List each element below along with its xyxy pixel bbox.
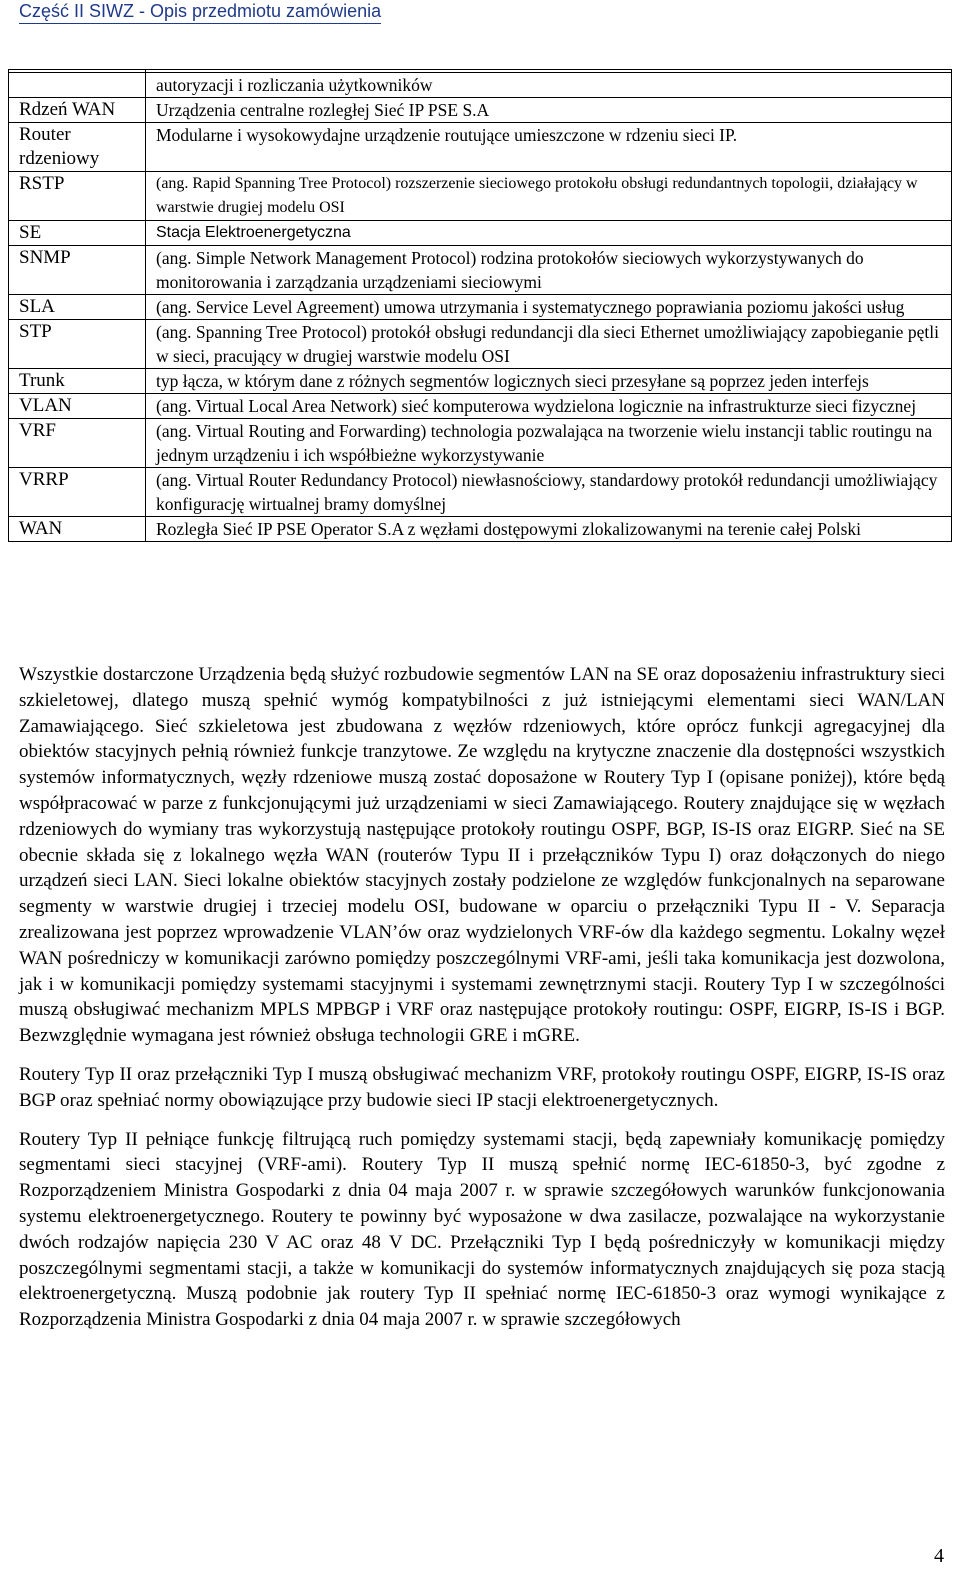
definition-cell: (ang. Service Level Agreement) umowa utrzymania i systematycznego poprawiania poziomu jakości usług — [146, 295, 952, 320]
table-row — [9, 172, 952, 221]
definition-cell: Urządzenia centralne rozległej Sieć IP PSE S.A — [146, 98, 952, 123]
paragraph: Wszystkie dostarczone Urządzenia będą służyć rozbudowie segmentów LAN na SE oraz doposażeniu infrastruktury sieci szkieletowej, dlatego muszą spełnić wymóg kompatybilności z już istniejącymi elementami sieci WAN/LAN Zamawiającego. Sieć szkieletowa jest zbudowana z węzłów rdzeniowych, które oprócz funkcji agregacyjnej dla obiektów stacyjnych pełnią również funkcje tranzytowe. Ze względu na krytyczne znaczenie dla dostępności wszystkich systemów informatycznych, węzły rdzeniowe muszą zostać doposażone w Routery Typ I (opisane poniżej), które będą współpracować w parze z funkcjonującymi już urządzeniami w sieci Zamawiającego. Routery znajdujące się w węzłach rdzeniowych do wymiany tras wykorzystują następujące protokoły routingu OSPF, BGP, IS-IS oraz EIGRP. Sieć na SE obecnie składa się z lokalnego węzła WAN (routerów Typu II i przełączników Typu I) oraz dołączonych do niego urządzeń sieci LAN. Sieci lokalne obiektów stacyjnych zostały podzielone ze względów funkcjonalnych na separowane segmenty w warstwie drugiej i trzeciej modelu OSI, budowane w oparciu o przełączniki Typu II - V. Separacja zrealizowana jest poprzez wprowadzenie VLAN’ów oraz wydzielonych VRF-ów dla każdego segmentu. Lokalny węzeł WAN pośredniczy w komunikacji zarówno pomiędzy poszczególnymi VRF-ami, jeśli taka komunikacja jest dozwolona, jak i w komunikacji pomiędzy systemami stacyjnymi i systemami zewnętrznymi stacji. Routery Typ I w szczególności muszą obsługiwać mechanizm MPLS MPBGP i VRF oraz następujące protokoły routingu: OSPF, EIGRP, IS-IS i BGP. Bezwzględnie wymagana jest również obsługa technologii GRE i mGRE. — [19, 664, 945, 1047]
page-header-title: Część II SIWZ - Opis przedmiotu zamówienia — [19, 0, 381, 24]
table-row — [9, 369, 952, 394]
body-text — [19, 662, 945, 1346]
term-cell: WAN — [9, 517, 146, 542]
term-cell: SNMP — [9, 246, 146, 295]
definition-cell: (ang. Virtual Router Redundancy Protocol) niewłasnościowy, standardowy protokół redundancji umożliwiający konfigurację wirtualnej bramy domyślnej — [146, 468, 952, 517]
table-row — [9, 394, 952, 419]
table-row — [9, 123, 952, 172]
paragraph: Routery Typ II pełniące funkcję filtrującą ruch pomiędzy systemami stacji, będą zapewniały komunikację pomiędzy segmentami sieci stacyjnej (VRF-ami). Routery Typ II muszą spełnić normę IEC-61850-3, być zgodne z Rozporządzeniem Ministra Gospodarki z dnia 04 maja 2007 r. w sprawie szczegółowych warunków funkcjonowania systemu elektroenergetycznego. Routery te powinny być wyposażone w dwa zasilacze, pozwalające na wykorzystanie dwóch rodzajów napięcia 230 V AC oraz 48 V DC. Przełączniki Typ I będą pośredniczyły w komunikacji między poszczególnymi segmentami stacji, a także w komunikacji do systemów informatycznych znajdujących się poza stacją elektroenergetyczną. Muszą podobnie jak routery Typ II spełniać normę IEC-61850-3 oraz wymogi wynikające z Rozporządzenia Ministra Gospodarki z dnia 04 maja 2007 r. w sprawie szczegółowych — [19, 1128, 945, 1331]
table-row — [9, 98, 952, 123]
table-row — [9, 295, 952, 320]
abbreviations-table — [8, 69, 952, 542]
definition-cell: Modularne i wysokowydajne urządzenie routujące umieszczone w rdzeniu sieci IP. — [146, 123, 952, 172]
term-cell: Trunk — [9, 369, 146, 394]
definition-cell: (ang. Spanning Tree Protocol) protokół obsługi redundancji dla sieci Ethernet umożliwiający zapobieganie pętli w sieci, pracujący w drugiej warstwie modelu OSI — [146, 320, 952, 369]
definition-cell: Stacja Elektroenergetyczna — [146, 221, 952, 246]
definition-cell: typ łącza, w którym dane z różnych segmentów logicznych sieci przesyłane są poprzez jeden interfejs — [146, 369, 952, 394]
term-cell: SLA — [9, 295, 146, 320]
term-cell: Rdzeń WAN — [9, 98, 146, 123]
definition-cell: (ang. Simple Network Management Protocol) rodzina protokołów sieciowych wykorzystywanych do monitorowania i zarządzania urządzeniami sieciowymi — [146, 246, 952, 295]
table-row — [9, 246, 952, 295]
definition-cell: autoryzacji i rozliczania użytkowników — [146, 73, 952, 98]
table-row — [9, 419, 952, 468]
term-cell: STP — [9, 320, 146, 369]
term-cell: VRF — [9, 419, 146, 468]
term-cell: SE — [9, 221, 146, 246]
term-cell: VLAN — [9, 394, 146, 419]
term-cell: RSTP — [9, 172, 146, 221]
definition-cell: Rozległa Sieć IP PSE Operator S.A z węzłami dostępowymi zlokalizowanymi na terenie całej Polski — [146, 517, 952, 542]
definition-cell: (ang. Rapid Spanning Tree Protocol) rozszerzenie sieciowego protokołu obsługi redundantnych topologii, działający w warstwie drugiej modelu OSI — [146, 172, 952, 221]
term-cell: VRRP — [9, 468, 146, 517]
table-row — [9, 221, 952, 246]
term-cell — [9, 73, 146, 98]
table-row — [9, 73, 952, 98]
table-row — [9, 468, 952, 517]
paragraph: Routery Typ II oraz przełączniki Typ I muszą obsługiwać mechanizm VRF, protokoły routingu OSPF, EIGRP, IS-IS oraz BGP oraz spełniać normy obowiązujące przy budowie sieci IP stacji elektroenergetycznych. — [19, 1063, 945, 1111]
term-cell: Router rdzeniowy — [9, 123, 146, 172]
table-row — [9, 517, 952, 542]
page-number: 4 — [934, 1545, 944, 1567]
definition-cell: (ang. Virtual Local Area Network) sieć komputerowa wydzielona logicznie na infrastrukturze sieci fizycznej — [146, 394, 952, 419]
table-row — [9, 320, 952, 369]
definition-cell: (ang. Virtual Routing and Forwarding) technologia pozwalająca na tworzenie wielu instancji tablic routingu na jednym urządzeniu i ich współbieżne wykorzystywanie — [146, 419, 952, 468]
